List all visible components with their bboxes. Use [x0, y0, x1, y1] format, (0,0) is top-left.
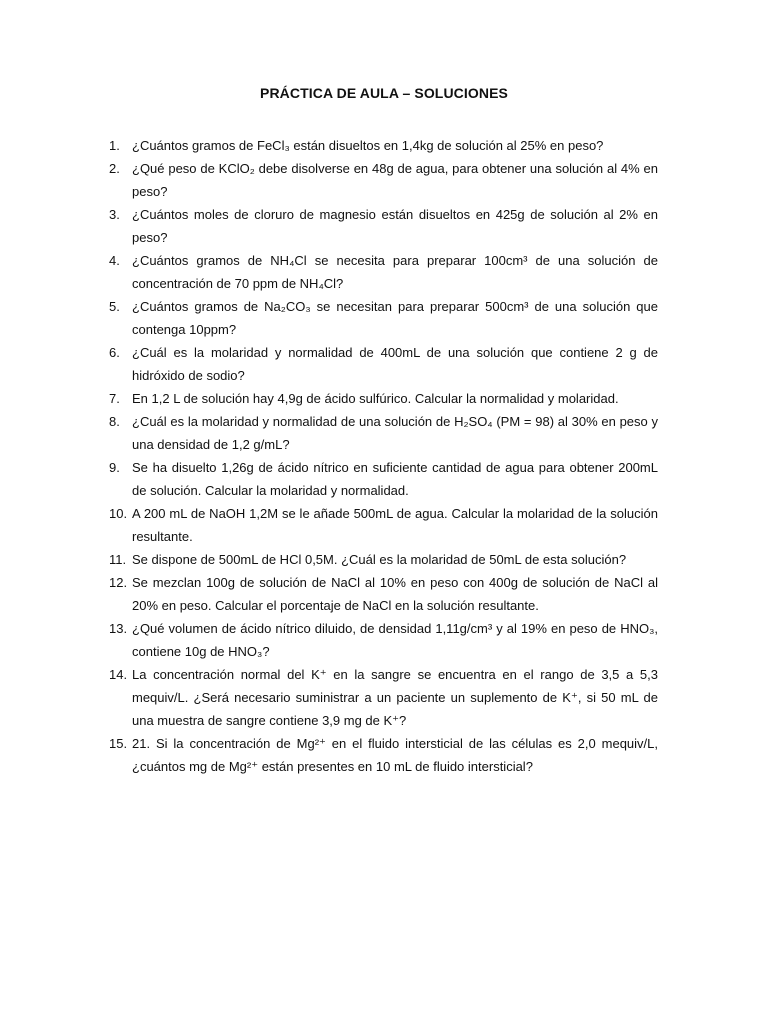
list-item — [109, 548, 658, 571]
question-number: 5. — [109, 299, 120, 314]
question-text: Se mezclan 100g de solución de NaCl al 10% en peso con 400g de solución de NaCl al 20% en peso. Calcular el porcentaje de NaCl en la solución resultante. — [132, 575, 658, 613]
question-number: 3. — [109, 207, 120, 222]
question-number: 10. — [109, 506, 128, 521]
list-item — [109, 157, 658, 203]
list-item — [109, 249, 658, 295]
question-number: 6. — [109, 345, 120, 360]
question-text: 21. Si la concentración de Mg²⁺ en el fluido intersticial de las células es 2,0 mequiv/L, ¿cuántos mg de Mg²⁺ están presentes en 10 mL de fluido intersticial? — [132, 736, 658, 774]
question-number: 13. — [109, 621, 128, 636]
question-number: 1. — [109, 138, 120, 153]
question-text: ¿Cuántos moles de cloruro de magnesio están disueltos en 425g de solución al 2% en peso? — [132, 207, 658, 245]
question-text: Se dispone de 500mL de HCl 0,5M. ¿Cuál es la molaridad de 50mL de esta solución? — [132, 552, 627, 567]
list-item — [109, 295, 658, 341]
question-number: 12. — [109, 575, 128, 590]
list-item — [109, 502, 658, 548]
list-item — [109, 134, 658, 157]
list-item — [109, 341, 658, 387]
question-text: La concentración normal del K⁺ en la sangre se encuentra en el rango de 3,5 a 5,3 mequiv/L. ¿Será necesario suministrar a un paciente un suplemento de K⁺, si 50 mL de una muestra de sangre contiene 3,9 mg de K⁺? — [132, 667, 658, 728]
question-number: 8. — [109, 414, 120, 429]
list-item — [109, 617, 658, 663]
list-item — [109, 203, 658, 249]
question-text: ¿Cuántos gramos de NH₄Cl se necesita para preparar 100cm³ de una solución de concentración de 70 ppm de NH₄Cl? — [132, 253, 658, 291]
list-item — [109, 410, 658, 456]
question-text: ¿Cuál es la molaridad y normalidad de 400mL de una solución que contiene 2 g de hidróxido de sodio? — [132, 345, 658, 383]
question-number: 14. — [109, 667, 128, 682]
question-text: ¿Cuál es la molaridad y normalidad de una solución de H₂SO₄ (PM = 98) al 30% en peso y una densidad de 1,2 g/mL? — [132, 414, 658, 452]
list-item — [109, 456, 658, 502]
list-item — [109, 663, 658, 732]
question-list — [109, 134, 658, 778]
question-number: 9. — [109, 460, 120, 475]
question-text: ¿Cuántos gramos de Na₂CO₃ se necesitan para preparar 500cm³ de una solución que contenga 10ppm? — [132, 299, 658, 337]
question-text: Se ha disuelto 1,26g de ácido nítrico en suficiente cantidad de agua para obtener 200mL de solución. Calcular la molaridad y normalidad. — [132, 460, 658, 498]
question-number: 4. — [109, 253, 120, 268]
question-number: 15. — [109, 736, 128, 751]
question-text: A 200 mL de NaOH 1,2M se le añade 500mL de agua. Calcular la molaridad de la solución resultante. — [132, 506, 658, 544]
question-text: En 1,2 L de solución hay 4,9g de ácido sulfúrico. Calcular la normalidad y molaridad. — [132, 391, 619, 406]
list-item — [109, 571, 658, 617]
question-number: 2. — [109, 161, 120, 176]
page-title: PRÁCTICA DE AULA – SOLUCIONES — [260, 85, 508, 101]
question-number: 7. — [109, 391, 120, 406]
list-item — [109, 732, 658, 778]
question-text: ¿Qué peso de KClO₂ debe disolverse en 48g de agua, para obtener una solución al 4% en peso? — [132, 161, 658, 199]
question-number: 11. — [109, 552, 127, 567]
list-item — [109, 387, 658, 410]
question-text: ¿Cuántos gramos de FeCl₃ están disueltos en 1,4kg de solución al 25% en peso? — [132, 138, 604, 153]
question-text: ¿Qué volumen de ácido nítrico diluido, de densidad 1,11g/cm³ y al 19% en peso de HNO₃, contiene 10g de HNO₃? — [132, 621, 658, 659]
